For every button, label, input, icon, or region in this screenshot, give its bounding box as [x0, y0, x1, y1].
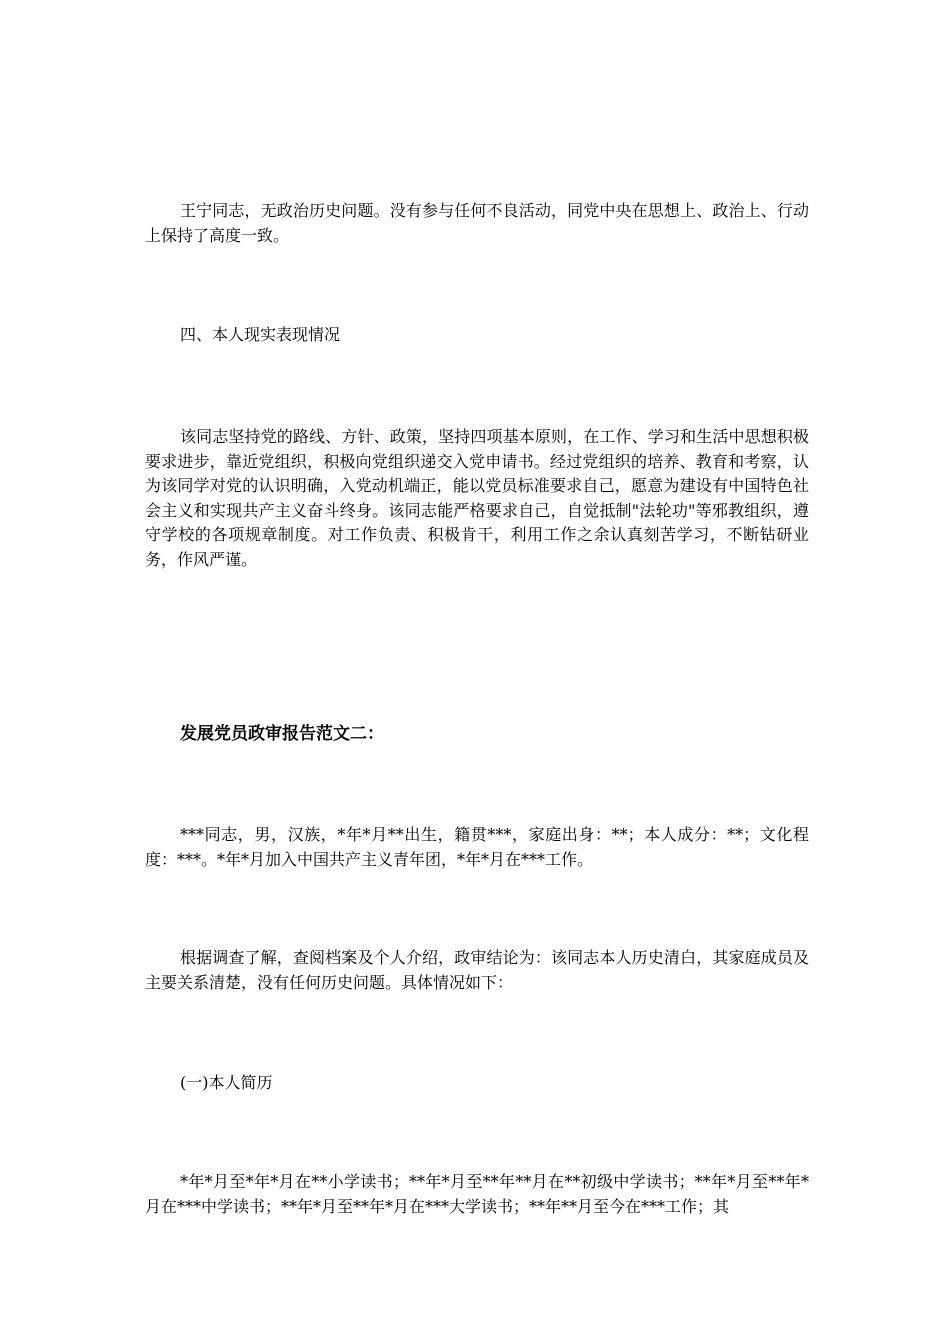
- paragraph-review-conclusion: 根据调查了解，查阅档案及个人介绍，政审结论为：该同志本人历史清白，其家庭成员及主要关系清楚，没有任何历史问题。具体情况如下：: [145, 948, 809, 992]
- paragraph-current-performance: 该同志坚持党的路线、方针、政策，坚持四项基本原则，在工作、学习和生活中思想积极要求进步，靠近党组织，积极向党组织递交入党申请书。经过党组织的培养、教育和考察，认为该同学对党的认识明确，入党动机端正，能以党员标准要求自己，愿意为建设有中国特色社会主义和实现共产主义奋斗终身。该同志能严格要求自己，自觉抵制"法轮功"等邪教组织，遵守学校的各项规章制度。对工作负责、积极肯干，利用工作之余认真刻苦学习，不断钻研业务，作风严谨。: [145, 427, 809, 569]
- paragraph-personal-profile: ***同志，男，汉族，*年*月**出生，籍贯***，家庭出身：**；本人成分：**；文化程度：***。*年*月加入中国共产主义青年团，*年*月在***工作。: [145, 825, 809, 869]
- section-heading-current-performance: 四、本人现实表现情况: [180, 325, 341, 344]
- heading-sample-two: 发展党员政审报告范文二：: [180, 724, 384, 744]
- section-heading-resume: (一)本人简历: [180, 1073, 273, 1092]
- paragraph-resume: *年*月至*年*月在**小学读书；**年*月至**年**月在**初级中学读书；**年*月至**年*月在***中学读书；**年*月至**年*月在***大学读书；**年**月至今在***工作；其: [145, 1172, 809, 1216]
- paragraph-political-history: 王宁同志，无政治历史问题。没有参与任何不良活动，同党中央在思想上、政治上、行动上保持了高度一致。: [145, 201, 809, 245]
